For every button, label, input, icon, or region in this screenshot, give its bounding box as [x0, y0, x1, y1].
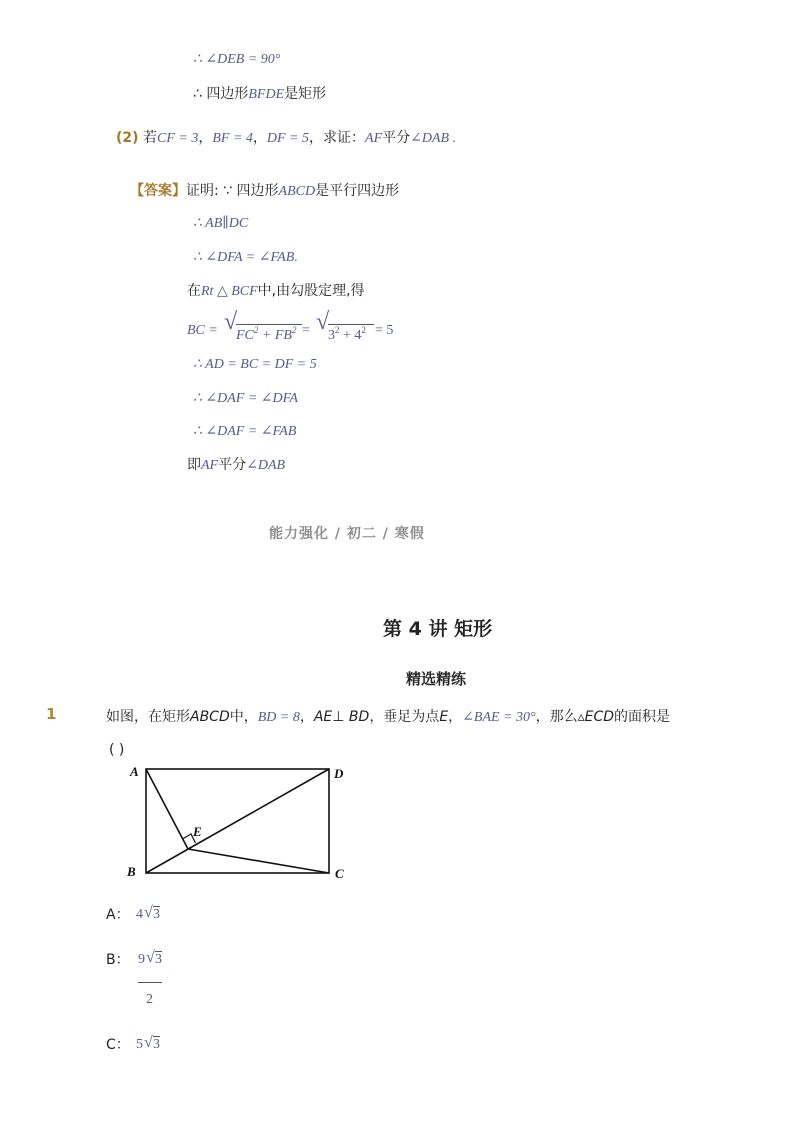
proof-text: 是矩形	[284, 86, 327, 102]
therefore-symbol: ∴	[193, 86, 202, 102]
answer-line-equal-sides: ∴ AD = BC = DF = 5	[193, 357, 317, 372]
segment-ae	[146, 769, 188, 849]
segment-ec	[188, 849, 329, 873]
part2-statement: (2) 若CF = 3，BF = 4，DF = 5，求证：AF平分∠DAB .	[116, 130, 457, 146]
label-e: E	[193, 824, 202, 839]
part2-cf: CF = 3	[157, 131, 199, 146]
answer-intro: 【答案】证明: ∵ 四边形ABCD是平行四边形	[130, 183, 400, 199]
rectangle-figure	[120, 760, 360, 885]
part2-af: AF	[365, 131, 383, 146]
proof-math: BFDE	[248, 87, 285, 102]
label-d: D	[334, 766, 344, 781]
part2-angle: ∠DAB	[410, 131, 450, 146]
answer-blank: ( )	[109, 742, 125, 758]
answer-line-parallel: ∴ AB∥DC	[193, 216, 249, 231]
section-title: 第 4 讲 矩形	[383, 618, 493, 640]
section-subtitle: 精选精练	[406, 670, 467, 688]
part2-text: ，求证：	[309, 130, 366, 146]
question-text: 如图，在矩形ABCD中，BD = 8，AE⊥ BD，垂足为点E，∠BAE = 30°，那么▵ECD的面积是	[106, 709, 671, 725]
part2-bf: BF = 4	[212, 131, 253, 146]
answer-conclusion: 即AF平分∠DAB	[187, 457, 286, 473]
question-number: 1	[46, 705, 57, 723]
part2-df: DF = 5	[266, 131, 310, 146]
answer-line-angle3: ∴ ∠DAF = ∠FAB	[193, 424, 297, 439]
answer-tag: 【答案】	[130, 183, 186, 199]
proof-text: 四边形	[206, 86, 249, 102]
fraction-bar	[138, 982, 162, 983]
part2-label: (2)	[116, 130, 139, 146]
answer-line-pythag-intro: 在Rt △ BCF中,由勾股定理,得	[187, 283, 365, 299]
label-b: B	[127, 864, 136, 879]
answer-line-angle1: ∴ ∠DFA = ∠FAB.	[193, 250, 298, 265]
page-footer: 能力强化 / 初二 / 寒假	[269, 526, 425, 542]
proof-line-bfde	[193, 87, 326, 102]
proof-line-deb: ∴ ∠DEB = 90°	[193, 52, 281, 67]
part2-text: 若	[143, 130, 157, 146]
answer-line-angle2: ∴ ∠DAF = ∠DFA	[193, 391, 298, 406]
part2-text: 平分	[382, 130, 411, 146]
label-a: A	[130, 764, 139, 779]
label-c: C	[335, 866, 344, 881]
